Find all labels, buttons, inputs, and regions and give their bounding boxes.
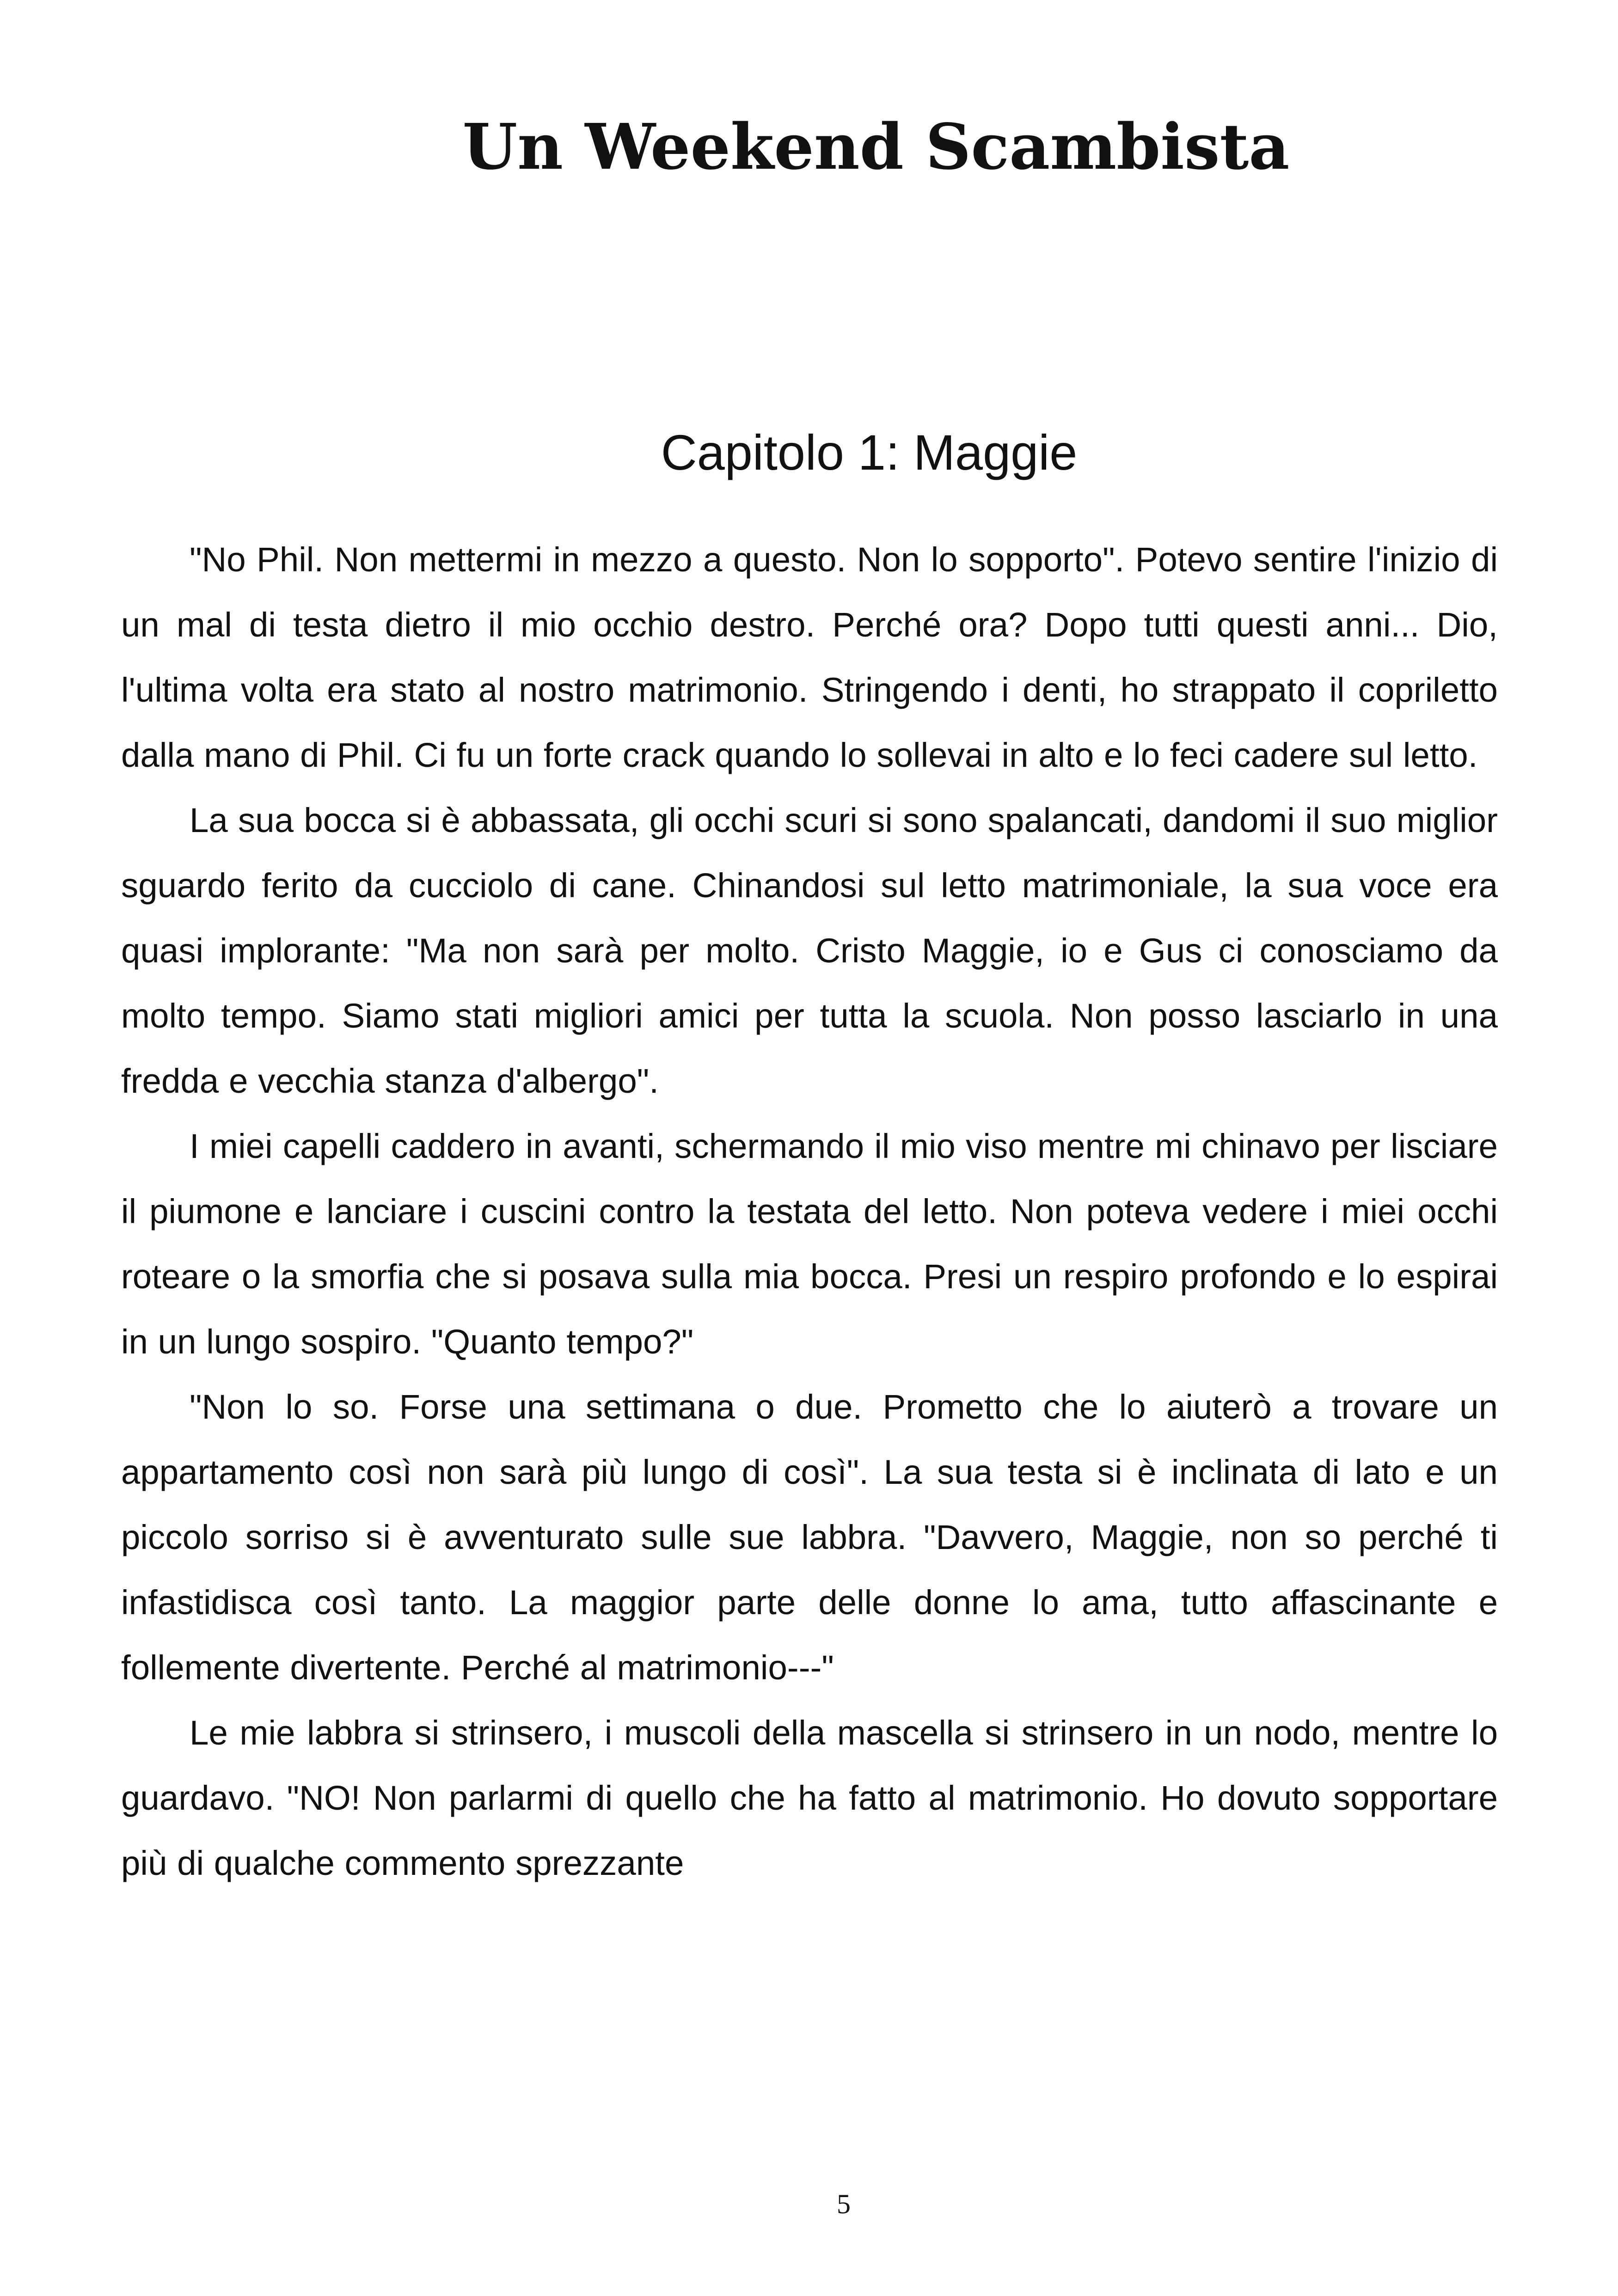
chapter-title: Capitolo 1: Maggie (661, 424, 1078, 480)
paragraph: La sua bocca si è abbassata, gli occhi scuri si sono spalancati, dandomi il suo miglior sguardo ferito da cucciolo di cane. Chinandosi sul letto matrimoniale, la sua voce era quasi implorante: "Ma non sarà per molto. Cristo Maggie, io e Gus ci conosciamo da molto tempo. Siamo stati migliori amici per tutta la scuola. Non posso lasciarlo in una fredda e vecchia stanza d'albergo". (121, 801, 1498, 1100)
paragraph: I miei capelli caddero in avanti, schermando il mio viso mentre mi chinavo per lisciare il piumone e lanciare i cuscini contro la testata del letto. Non poteva vedere i miei occhi roteare o la smorfia che si posava sulla mia bocca. Presi un respiro profondo e lo espirai in un lungo sospiro. "Quanto tempo?" (121, 1127, 1498, 1361)
paragraph: "No Phil. Non mettermi in mezzo a questo. Non lo sopporto". Potevo sentire l'inizio di un mal di testa dietro il mio occhio destro. Perché ora? Dopo tutti questi anni... Dio, l'ultima volta era stato al nostro matrimonio. Stringendo i denti, ho strappato il copriletto dalla mano di Phil. Ci fu un forte crack quando lo sollevai in alto e lo feci cadere sul letto. (121, 540, 1498, 774)
chapter-body (121, 527, 1498, 1896)
paragraph: "Non lo so. Forse una settimana o due. Prometto che lo aiuterò a trovare un appartamento così non sarà più lungo di così". La sua testa si è inclinata di lato e un piccolo sorriso si è avventurato sulle sue labbra. "Davvero, Maggie, non so perché ti infastidisca così tanto. La maggior parte delle donne lo ama, tutto affascinante e follemente divertente. Perché al matrimonio---" (121, 1388, 1498, 1687)
page-number: 5 (837, 2189, 851, 2219)
paragraph: Le mie labbra si strinsero, i muscoli della mascella si strinsero in un nodo, mentre lo guardavo. "NO! Non parlarmi di quello che ha fatto al matrimonio. Ho dovuto sopportare più di qualche commento sprezzante (121, 1714, 1498, 1882)
book-title: Un Weekend Scambista (462, 110, 1290, 184)
